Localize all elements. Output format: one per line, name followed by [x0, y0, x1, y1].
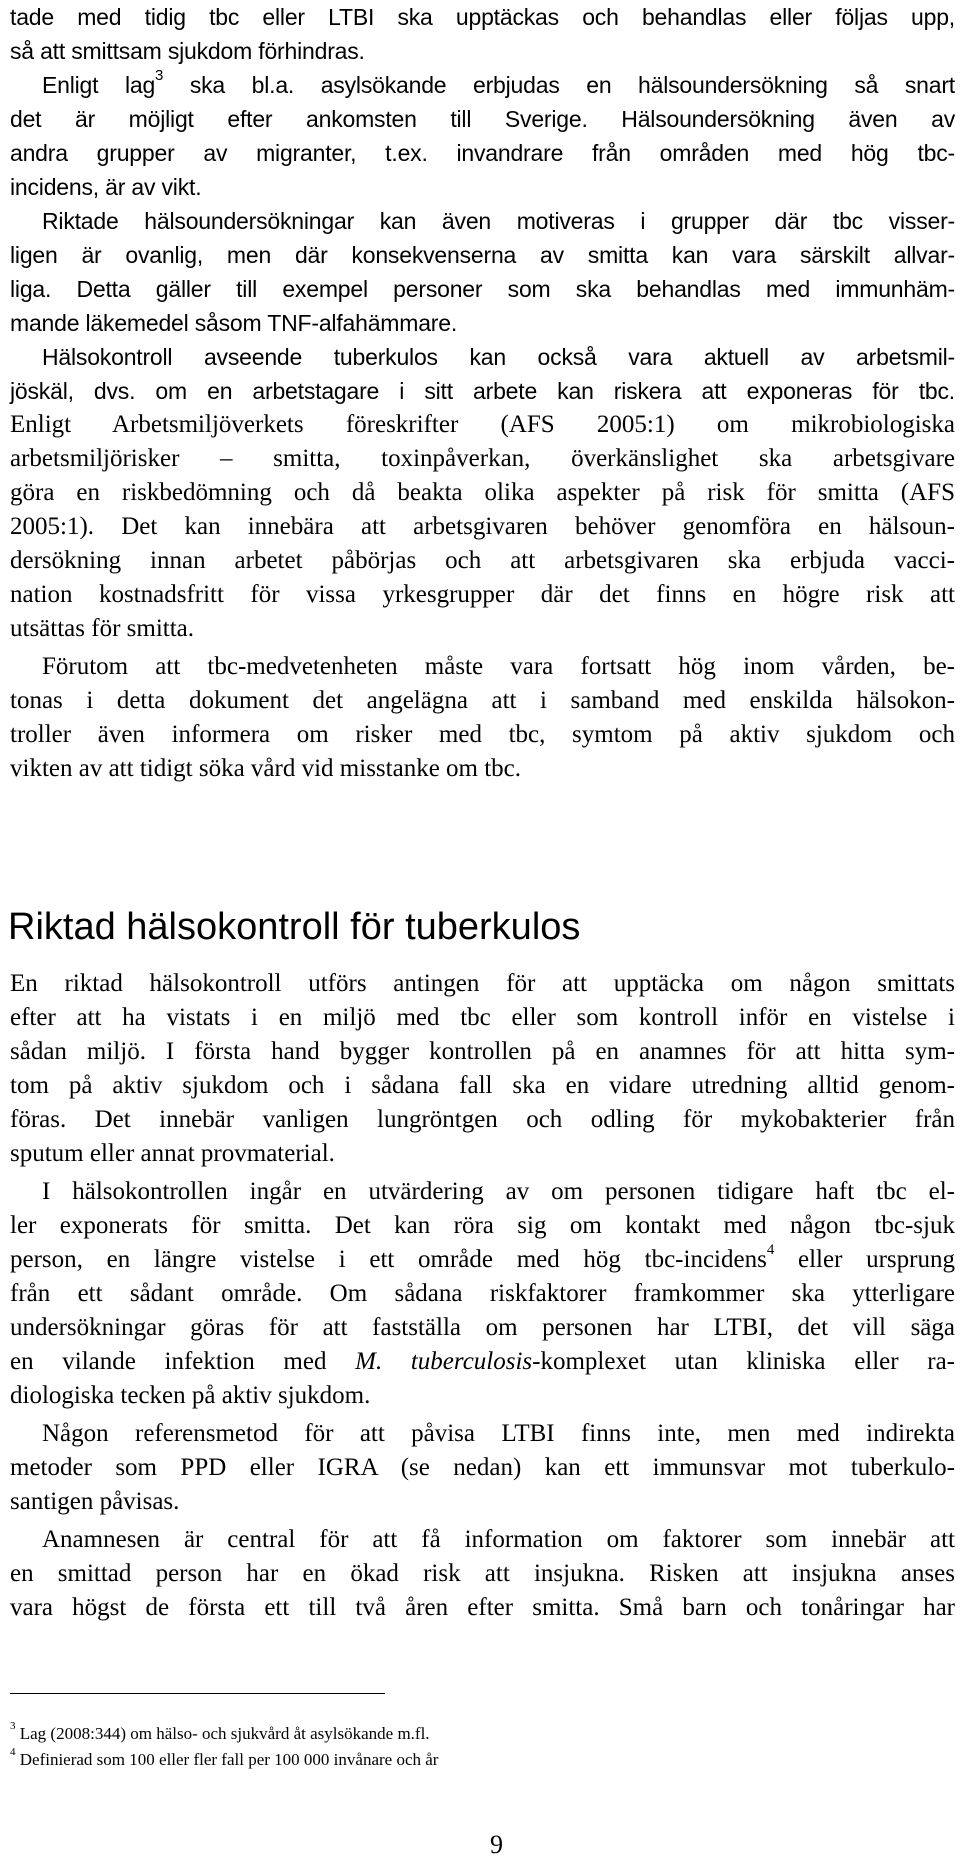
- text-span: ska bl.a. asylsökande erbjudas en hälsoundersökning så snart: [163, 72, 955, 98]
- body-text-line: föras. Det innebär vanligen lungröntgen och odling för mykobakterier från: [10, 1106, 955, 1133]
- body-text-line: [10, 68, 955, 102]
- body-text-line: [10, 1243, 955, 1277]
- footnote-number: 3: [10, 1720, 16, 1733]
- body-text-line: tonas i detta dokument det angelägna att i samband med enskilda hälsokon-: [10, 687, 955, 714]
- body-text-line: metoder som PPD eller IGRA (se nedan) kan ett immunsvar mot tuberkulo-: [10, 1454, 955, 1481]
- footnote-number: 4: [10, 1746, 16, 1759]
- body-text-line: 2005:1). Det kan innebära att arbetsgivaren behöver genomföra en hälsoun-: [10, 513, 955, 540]
- body-text-line: sådan miljö. I första hand bygger kontrollen på en anamnes för att hitta sym-: [10, 1038, 955, 1065]
- body-text-line: santigen påvisas.: [10, 1488, 180, 1515]
- page-number: 9: [490, 1830, 503, 1859]
- body-text-line: liga. Detta gäller till exempel personer som ska behandlas med immunhäm-: [10, 276, 955, 302]
- body-text-line: från ett sådant område. Om sådana riskfaktorer framkommer ska ytterligare: [10, 1280, 955, 1307]
- body-text-line: [10, 1345, 955, 1379]
- body-text-line: andra grupper av migranter, t.ex. invandrare från områden med hög tbc-: [10, 140, 955, 166]
- body-text-line: incidens, är av vikt.: [10, 174, 202, 200]
- body-text-line: diologiska tecken på aktiv sjukdom.: [10, 1382, 371, 1409]
- text-span: Enligt lag: [42, 72, 156, 98]
- text-span: en vilande infektion med: [10, 1348, 356, 1375]
- body-text-line: arbetsmiljörisker – smitta, toxinpåverkan, överkänslighet ska arbetsgivare: [10, 445, 955, 472]
- footnote: [10, 1746, 439, 1771]
- body-text-line: tade med tidig tbc eller LTBI ska upptäckas och behandlas eller följas upp,: [10, 4, 955, 30]
- body-text-line: I hälsokontrollen ingår en utvärdering av om personen tidigare haft tbc el-: [42, 1178, 955, 1205]
- body-text-line: tom på aktiv sjukdom och i sådana fall ska en vidare utredning alltid genom-: [10, 1072, 955, 1099]
- body-text-line: Hälsokontroll avseende tuberkulos kan också vara aktuell av arbetsmil-: [42, 344, 955, 370]
- species-name: M. tuberculosis: [355, 1348, 533, 1375]
- footnote-ref: 3: [155, 67, 164, 85]
- body-text-line: göra en riskbedömning och då beakta olika aspekter på risk för smitta (AFS: [10, 479, 955, 506]
- text-span: person, en längre vistelse i ett område med hög tbc-incidens: [10, 1246, 767, 1273]
- body-text-line: det är möjligt efter ankomsten till Sverige. Hälsoundersökning även av: [10, 106, 955, 132]
- body-text-line: mande läkemedel såsom TNF-alfahämmare.: [10, 310, 458, 336]
- body-text-line: Någon referensmetod för att påvisa LTBI finns inte, men med indirekta: [42, 1420, 955, 1447]
- footnote-text: Definierad som 100 eller fler fall per 100 000 invånare och år: [19, 1750, 439, 1769]
- body-text-line: jöskäl, dvs. om en arbetstagare i sitt arbete kan riskera att exponeras för tbc.: [10, 378, 955, 404]
- footnote-ref: 4: [766, 1241, 775, 1258]
- body-text-line: ler exponerats för smitta. Det kan röra sig om kontakt med någon tbc-sjuk: [10, 1212, 955, 1239]
- footnote-text: Lag (2008:344) om hälso- och sjukvård åt asylsökande m.fl.: [19, 1724, 430, 1743]
- footnote: [10, 1720, 430, 1745]
- body-text-line: nation kostnadsfritt för vissa yrkesgrupper där det finns en högre risk att: [10, 581, 955, 608]
- body-text-line: Riktade hälsoundersökningar kan även motiveras i grupper där tbc visser-: [42, 208, 955, 234]
- body-text-line: efter att ha vistats i en miljö med tbc eller som kontroll inför en vistelse i: [10, 1004, 955, 1031]
- body-text-line: vara högst de första ett till två åren efter smitta. Små barn och tonåringar har: [10, 1594, 955, 1621]
- footnote-separator: [10, 1693, 385, 1694]
- body-text-line: troller även informera om risker med tbc, symtom på aktiv sjukdom och: [10, 721, 955, 748]
- body-text-line: Förutom att tbc-medvetenheten måste vara fortsatt hög inom vården, be-: [42, 653, 955, 680]
- body-text-line: En riktad hälsokontroll utförs antingen för att upptäcka om någon smittats: [10, 970, 955, 997]
- text-span: eller ursprung: [774, 1246, 955, 1273]
- body-text-line: ligen är ovanlig, men där konsekvenserna av smitta kan vara särskilt allvar-: [10, 242, 955, 268]
- text-span: -komplexet utan kliniska eller ra-: [532, 1348, 956, 1375]
- body-text-line: sputum eller annat provmaterial.: [10, 1140, 335, 1167]
- body-text-line: en smittad person har en ökad risk att insjukna. Risken att insjukna anses: [10, 1560, 955, 1587]
- body-text-line: utsättas för smitta.: [10, 615, 194, 642]
- section-heading: Riktad hälsokontroll för tuberkulos: [8, 906, 581, 948]
- body-text-line: undersökningar göras för att fastställa om personen har LTBI, det vill säga: [10, 1314, 955, 1341]
- body-text-line: så att smittsam sjukdom förhindras.: [10, 38, 365, 64]
- body-text-line: Anamnesen är central för att få information om faktorer som innebär att: [42, 1526, 955, 1553]
- body-text-line: Enligt Arbetsmiljöverkets föreskrifter (AFS 2005:1) om mikrobiologiska: [10, 411, 955, 438]
- body-text-line: vikten av att tidigt söka vård vid misstanke om tbc.: [10, 755, 522, 782]
- body-text-line: dersökning innan arbetet påbörjas och att arbetsgivaren ska erbjuda vacci-: [10, 547, 955, 574]
